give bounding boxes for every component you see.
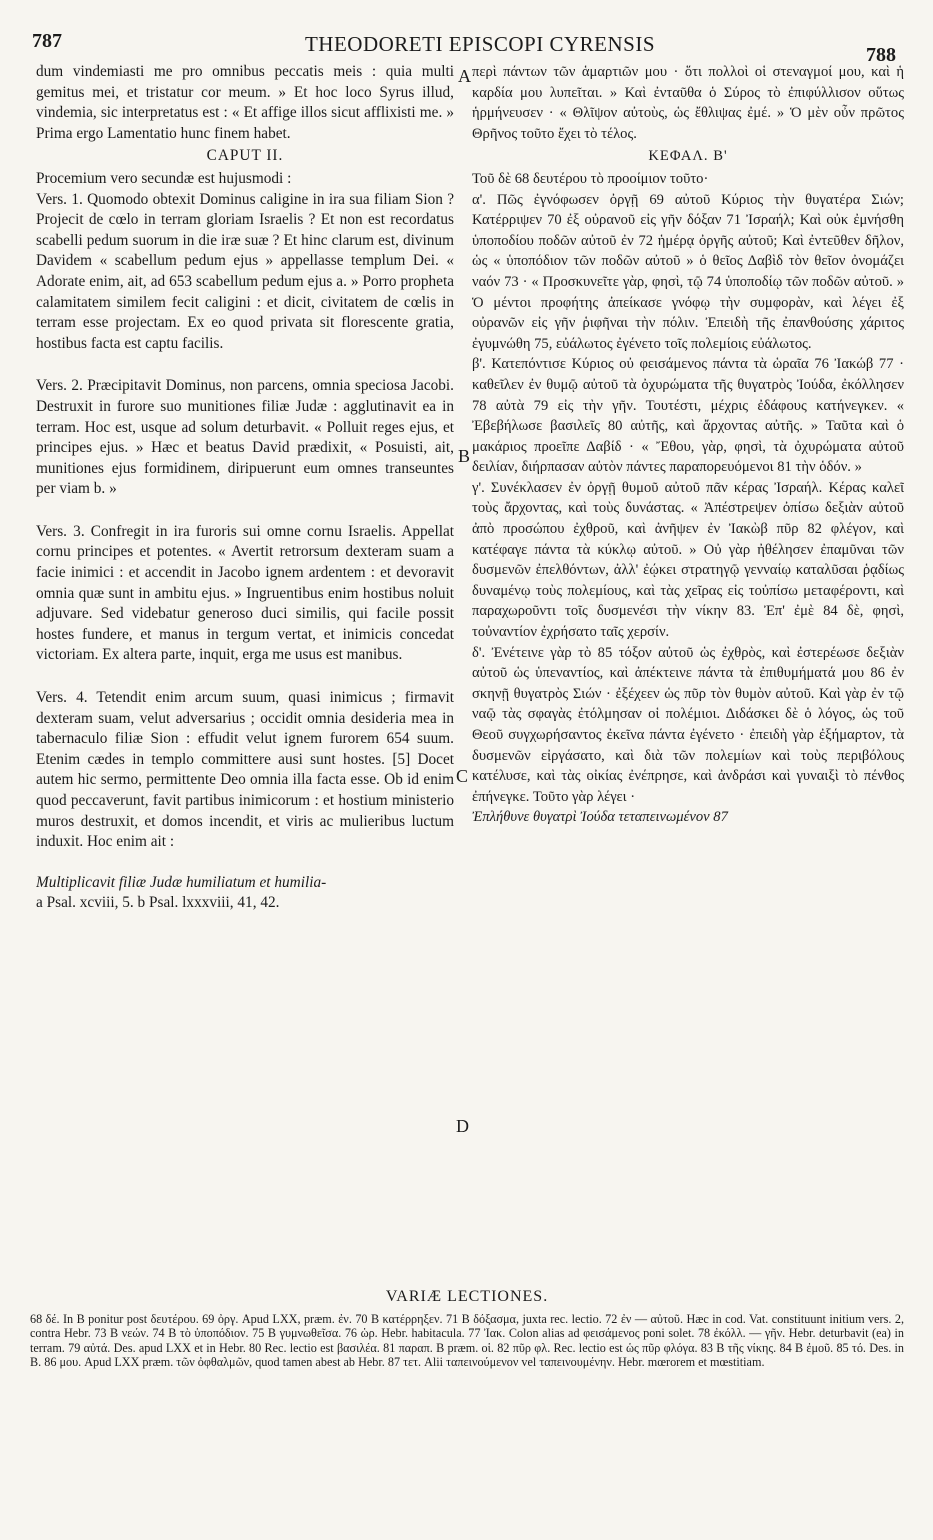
greek-verse-1: α'. Πῶς ἐγνόφωσεν ὀργῇ 69 αὐτοῦ Κύριος τὴν θυγατέρα Σιών; Κατέρριψεν 70 ἐξ οὐρανοῦ εἰς γῆν δόξαν 71 Ἰσραήλ; Καὶ οὐκ ἐμνήσθη ὑποποδίου ποδῶν αὐτοῦ ἐν 72 ἡμέρᾳ ὀργῆς αὐτοῦ; Καὶ ἐντεῦθεν δῆλον, ὡς « ὑποπόδιον τῶν ποδῶν αὐτοῦ » ὁ θεῖος Δαβὶδ τὸν θεῖον ὀνομάζει ναόν 73 · « Προσκυνεῖτε γὰρ, φησὶ, τῷ 74 ὑποποδίῳ τῶν ποδῶν αὐτοῦ. » Ὁ μέντοι προφήτης ἀπείκασε γνόφῳ τὴν συμφορὰν, καὶ λέγει ἐξ οὐρανῶν εἰς γῆν ῥιφῆναι τὴν πόλιν. Ἐπειδὴ τῆς ἐπανθούσης χάριτος ἐγυμνώθη 75, εὐάλωτος ἐγένετο τοῖς πολεμίοις εὐάλωτος. xyxy=(472,191,904,352)
margin-letter-d: D xyxy=(456,1116,469,1136)
latin-verse-2: Vers. 2. Præcipitavit Dominus, non parcens, omnia speciosa Jacobi. Destruxit in furore suo munitiones filiæ Judæ : agglutinavit ea in terram. Hoc est, usque ad solum deturbavit. « Polluit reges ejus, et principes ejus. » Hæc et beatus David prædixit, « Posuisti, ait, munitiones ejus formidinem, diripuerunt eum omnes transeuntes per viam b. » xyxy=(36,377,454,498)
right-page-number: 788 xyxy=(866,44,896,66)
greek-paragraph: Τοῦ δὲ 68 δευτέρου τὸ προοίμιον τοῦτο· xyxy=(472,170,709,187)
chapter-heading-latin: CAPUT II. xyxy=(206,147,284,165)
chapter-heading-greek: ΚΕΦΑΛ. Β' xyxy=(648,148,728,165)
margin-letter-c: C xyxy=(456,766,469,786)
latin-verse-3: Vers. 3. Confregit in ira furoris sui omne cornu Israelis. Appellat cornu principes et potentes. « Avertit retrorsum dexteram suam a facie inimici : et accendit in Jacobo ignem ardentem : et devoravit omnia quæ sunt in ambitu ejus. » Ingruentibus enim hostibus noluit adjuvare. Sed videbatur generoso duci similis, qui facile possit hostes fundere, et manus in tergum vertat, et inimicis concedat victoriam. Ex altera parte, inquit, erga me usus est manibus. xyxy=(36,522,454,664)
margin-letter-b: B xyxy=(458,446,471,466)
variae-text: 68 δέ. In B ponitur post δευτέρου. 69 ὀργ. Apud LXX, præm. ἐν. 70 B κατέρρηξεν. 71 B δόξασμα, juxta rec. lectio. 72 ἐν — αὐτοῦ. Hæc in cod. Vat. constituunt initium vers. 2, contra Hebr. 73 B νεών. 74 B τὸ ὑποπόδιον. 75 B γυμνωθεῖσα. 76 ὡρ. Hebr. habitacula. 77 Ἰακ. Colon alias ad φεισάμενος poni solet. 78 ἐκόλλ. — γῆν. Hebr. deturbavit (ea) in terram. 79 αὐτά. Des. apud LXX et in Hebr. 80 Rec. lectio est βασιλέα. 81 παραπ. B præm. οἱ. 82 πῦρ φλ. Rec. lectio est ὡς πῦρ φλόγα. 83 B τῆς νίκης. 84 B ἐμοῦ. 85 τό. Des. in B. 86 μου. Apud LXX præm. τῶν ὀφθαλμῶν, quod tamen abest ab Hebr. 87 τετ. Alii ταπεινούμενον vel ταπεινουμένην. Hebr. mœrorem et mœstitiam. xyxy=(30,1312,904,1370)
latin-verse-5-start: Multiplicavit filiæ Judæ humiliatum et humilia- xyxy=(36,873,327,891)
running-title: THEODORETI EPISCOPI CYRENSIS xyxy=(304,32,656,56)
latin-verse-4: Vers. 4. Tetendit enim arcum suum, quasi inimicus ; firmavit dexteram suam, velut adversarius ; occidit omnia desideria mea in tabernaculo filiæ Sion : effudit velut ignem furorem 654 suum. Etenim cædes in templo committere ausi sunt hostes. [5] Docet autem hic sermo, permittente Deo omnia illa facta esse. Ob id enim quod peccaverunt, favit partibus inimicorum : et hostium ministerio muros destruxit, et domos incendit, et viris ac mulieribus luctum induxit. Hoc enim ait : xyxy=(36,689,454,851)
latin-paragraph: dum vindemiasti me pro omnibus peccatis meis : quia multi gemitus mei, et tristatur cor meum. » Et hoc loco Syrus illud, vindemia, sic interpretatus est : « Et affige illos sicut afflixisti me. » Prima ergo Lamentatio hunc finem habet. xyxy=(36,63,454,142)
greek-verse-3: γ'. Συνέκλασεν ἐν ὀργῇ θυμοῦ αὐτοῦ πᾶν κέρας Ἰσραήλ. Κέρας καλεῖ τοὺς ἄρχοντας, καὶ τοὺς δυνάστας. « Ἀπέστρεψεν ὀπίσω δεξιὰν αὐτοῦ ἀπὸ προσώπου ἐχθροῦ, καὶ ἀνῆψεν ἐν Ἰακὼβ πῦρ 82 φλέγον, καὶ κατέφαγε πάντα τὰ κύκλῳ αὐτοῦ. » Οὐ γὰρ ἠθέλησεν ἐπαμῦναι τῶν δυσμενῶν ἐπελθόντων, ἀλλ' ἐῴκει στρατηγῷ γενναίῳ καταλῦσαι ῥᾳδίως δυναμένῳ τοὺς πολεμίους, καὶ τὰς χεῖρας εἰς τοὐπίσω μεταφέροντι, καὶ παραχωροῦντι τοῖς δυσμενέσι τὴν νίκην 83. Ἐπ' ἐμὲ 84 δὲ, φησὶ, τοὐναντίον ἐχρήσατο ταῖς χερσίν. xyxy=(472,479,904,641)
variae-title: VARIÆ LECTIONES. xyxy=(385,1288,549,1305)
greek-column xyxy=(472,62,904,1276)
greek-paragraph: περὶ πάντων τῶν ἁμαρτιῶν μου · ὅτι πολλοὶ οἱ στεναγμοί μου, καὶ ἡ καρδία μου λυπεῖται. » Καὶ ἐνταῦθα ὁ Σύρος τὸ ἐπιφύλλισον οὕτως ἡρμήνευσεν · « Θλῖψον αὐτοὺς, ὡς ἔθλιψας ἐμέ. » Ὁ μὲν οὖν πρῶτος Θρῆνος τοῦτο ἔχει τὸ τέλος. xyxy=(472,64,904,142)
latin-column xyxy=(36,62,454,1276)
margin-letter-a: A xyxy=(458,66,471,86)
greek-verse-2: β'. Κατεπόντισε Κύριος οὐ φεισάμενος πάντα τὰ ὡραῖα 76 Ἰακώβ 77 · καθεῖλεν ἐν θυμῷ αὐτοῦ τὰ ὀχυρώματα τῆς θυγατρὸς Ἰούδα, ἐκόλλησεν 78 αὐτὰ 79 εἰς τὴν γῆν. Τουτέστι, μέχρις ἐδάφους κατήνεγκεν. « Ἐβεβήλωσε βασιλεῖς 80 αὐτῆς, καὶ ἄρχοντας αὐτῆς. » Ταῦτα καὶ ὁ μακάριος προεῖπε Δαβίδ · « Ἔθου, γὰρ, φησὶ, τὰ ὀχυρώματα αὐτοῦ δειλίαν, διήρπασαν αὐτὸν πάντες παραπορευόμενοι 81 τὴν ὁδόν. » xyxy=(472,356,904,476)
greek-verse-4: δ'. Ἐνέτεινε γὰρ τὸ 85 τόξον αὐτοῦ ὡς ἐχθρὸς, καὶ ἐστερέωσε δεξιὰν αὐτοῦ ὡς ὑπεναντίος, καὶ ἀπέκτεινε πάντα τὰ ἐπιθυμήματά μου 86 ἐν σκηνῇ θυγατρὸς Σιών · ἐξέχεεν ὡς πῦρ τὸν θυμὸν αὐτοῦ. Καὶ γὰρ ἐν τῷ ναῷ τὰς σφαγὰς ἐτόλμησαν οἱ πολέμιοι. Διδάσκει δὲ ὁ λόγος, ὡς τοῦ Θεοῦ συγχωρήσαντος ἐκεῖνα πάντα ἐγένετο · ἐπειδὴ γὰρ ἐξήμαρτον, τὰ δυσμενῶν εἰργάσατο, καὶ διὰ τῶν πολεμίων καὶ τοὺς περιβόλους κατέλυσε, καὶ τὰς οἰκίας ἐνέπρησε, καὶ ἀνδράσι καὶ γυναιξὶ τὸ πένθος ἐπήνεγκε. Τοῦτο γὰρ λέγει · xyxy=(472,644,904,805)
latin-paragraph: Procemium vero secundæ est hujusmodi : xyxy=(36,169,292,187)
variae-lectiones xyxy=(30,1288,904,1370)
latin-verse-1: Vers. 1. Quomodo obtexit Dominus caligine in ira sua filiam Sion ? Projecit de cœlo in terram gloriam Israelis ? Et non est recordatus scabelli pedum suorum in die iræ suæ ? Et hinc clarum est, divinum Davidem « scabellum pedum ejus » appellasse templum Dei. « Adorate enim, ait, ad 653 scabellum pedum ejus a. » Porro propheta calamitatem similem fecit caligini : et dicit, civitatem de cœlis in terram esse projectam. Ex eo quod privata sit florescente gratia, hostibus facta est captu facilis. xyxy=(36,190,454,352)
left-page-number: 787 xyxy=(32,30,62,52)
latin-footnotes: a Psal. xcviii, 5. b Psal. lxxxviii, 41, 42. xyxy=(36,894,280,912)
greek-verse-5-start: Ἐπλήθυνε θυγατρὶ Ἰούδα τεταπεινωμένον 87 xyxy=(472,809,728,826)
